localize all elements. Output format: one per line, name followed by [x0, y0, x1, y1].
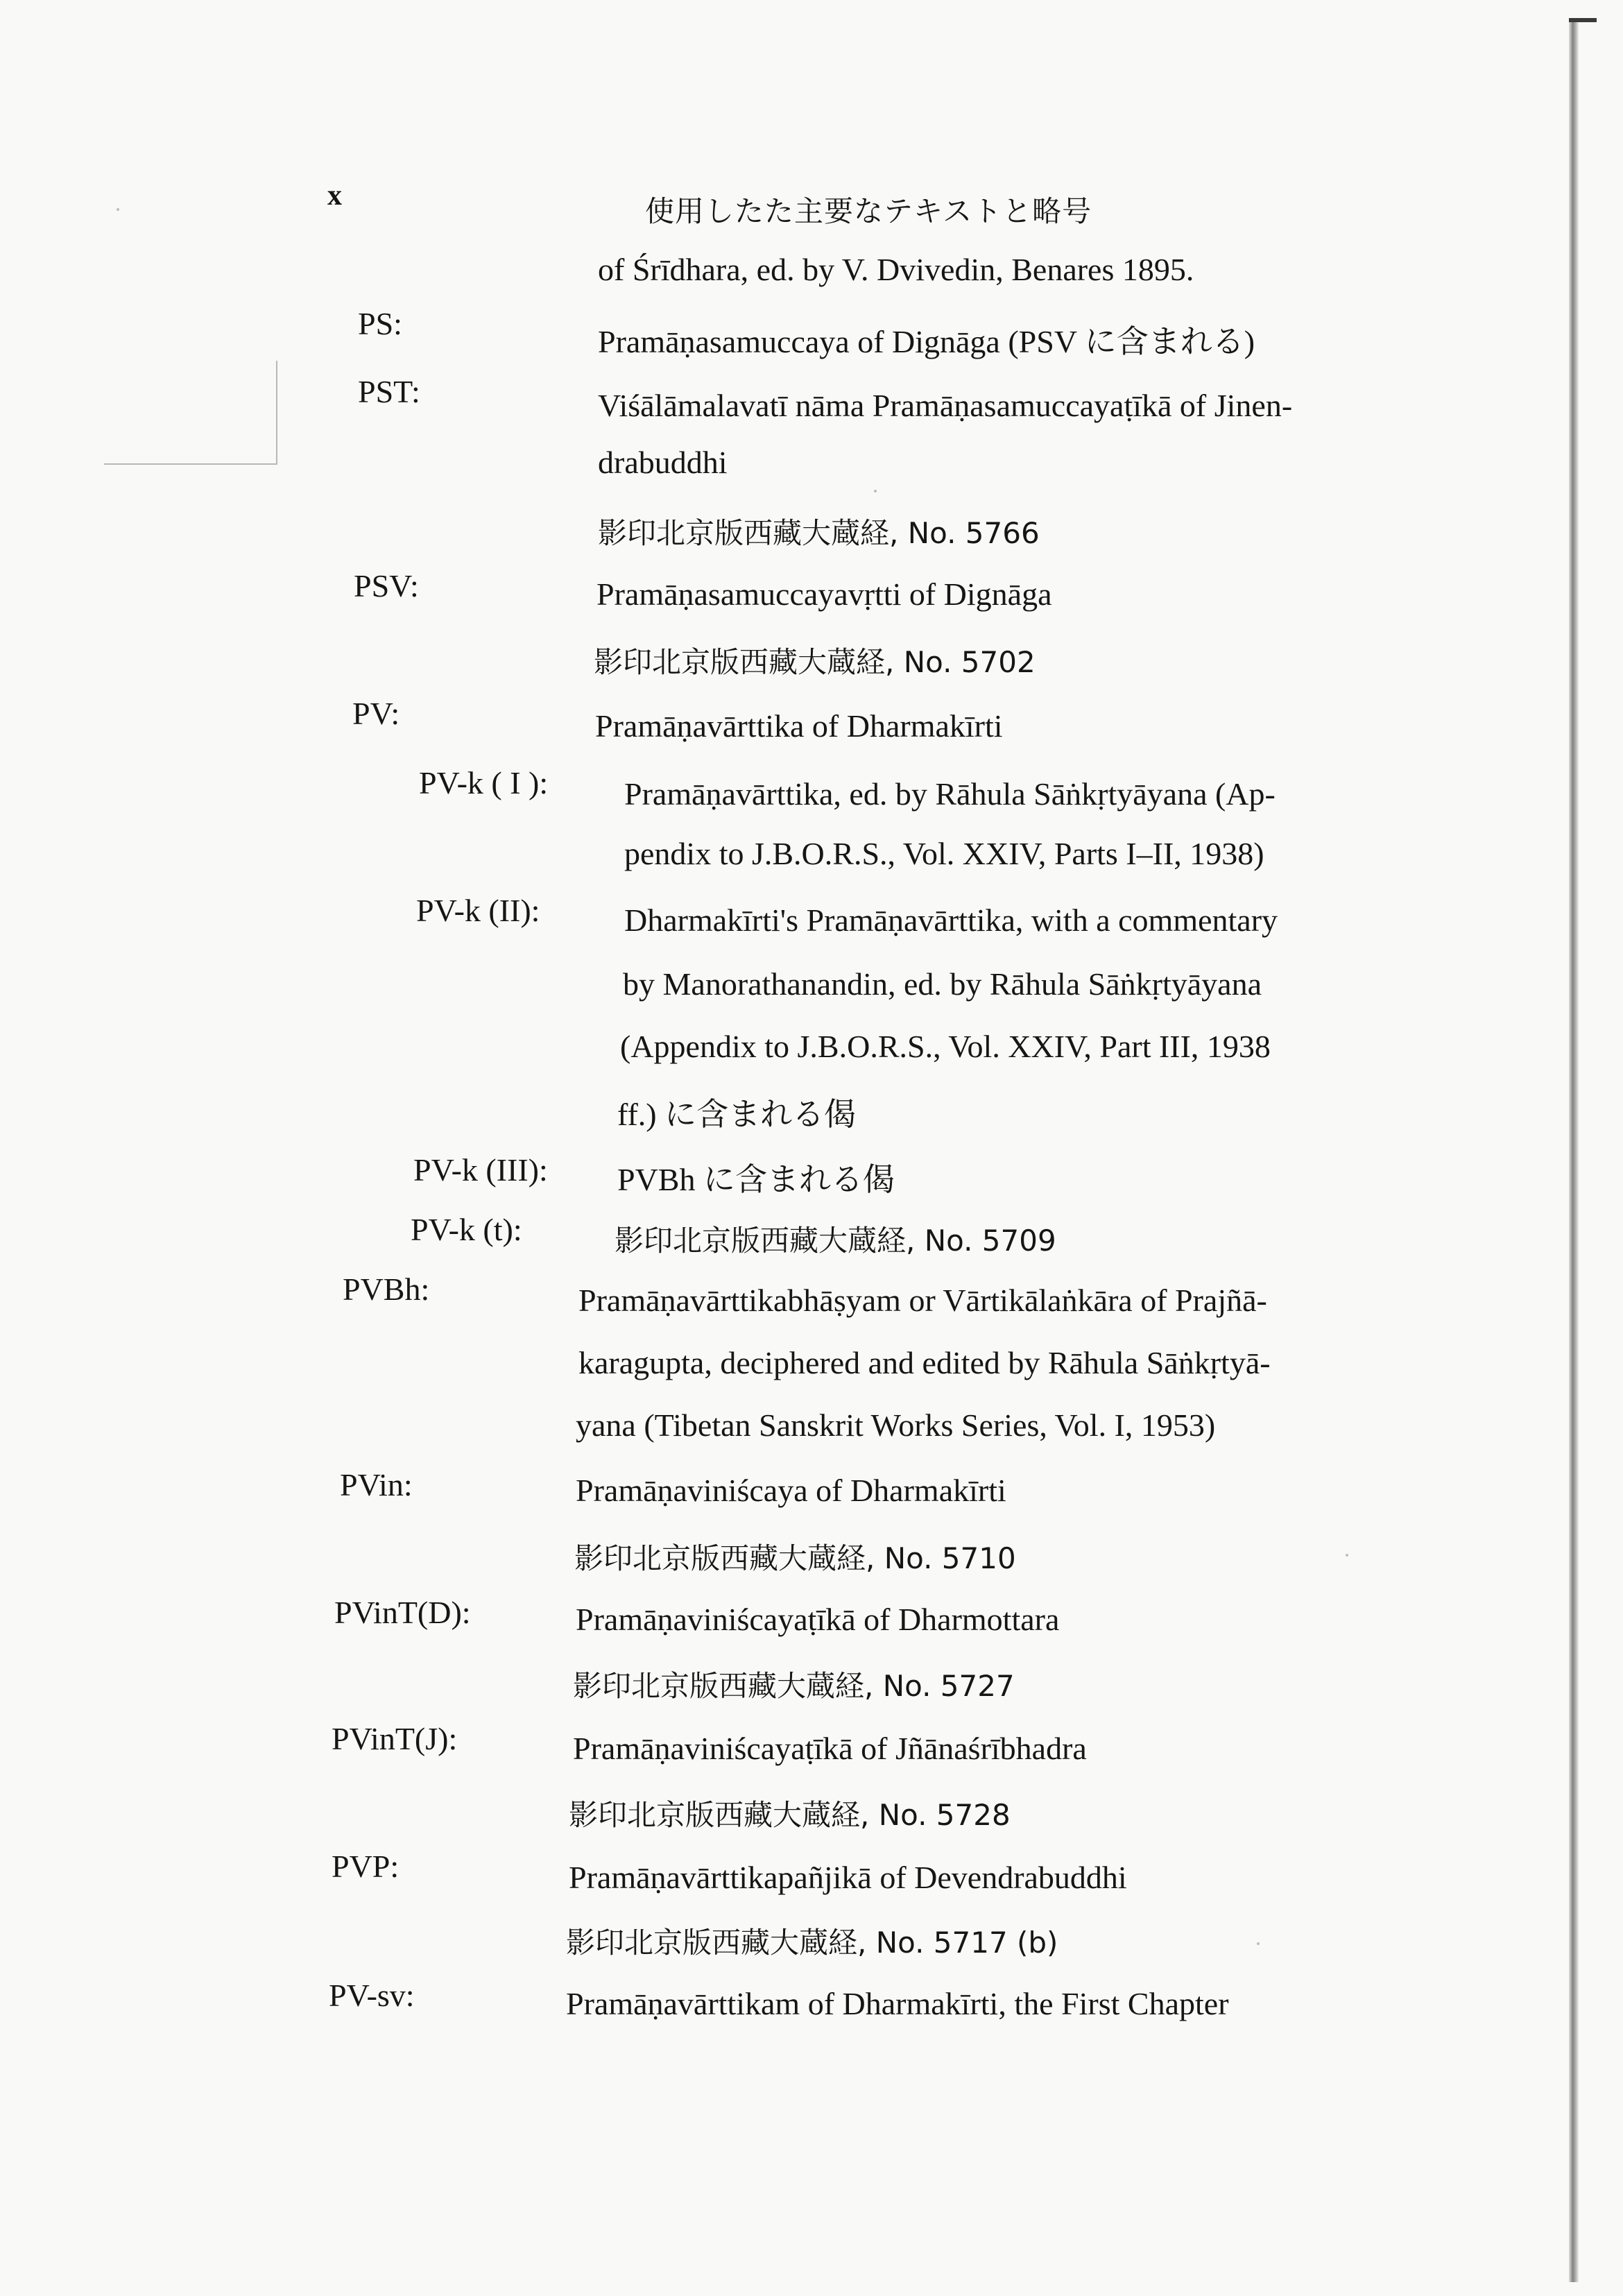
entry-text-line: 影印北京版西藏大蔵経, No. 5717 (b): [566, 1926, 1058, 1960]
entry-abbreviation: PV:: [352, 696, 400, 731]
scan-mark-horizontal: [104, 463, 277, 465]
entry-abbreviation: PSV:: [354, 568, 419, 603]
entry-abbreviation: PS:: [358, 306, 402, 341]
entry-text-line: by Manorathanandin, ed. by Rāhula Sāṅkṛtyāyana: [623, 966, 1262, 1002]
entry-text-line: pendix to J.B.O.R.S., Vol. XXIV, Parts I–II, 1938): [624, 836, 1264, 871]
entry-text-line: 影印北京版西藏大蔵経, No. 5709: [615, 1224, 1056, 1258]
entry-text-line: Pramāṇaviniścayaṭīkā of Dharmottara: [576, 1602, 1060, 1637]
page-number: x: [327, 180, 342, 212]
entry-text-line: (Appendix to J.B.O.R.S., Vol. XXIV, Part III, 1938: [620, 1029, 1271, 1064]
entry-text-line: Pramāṇasamuccayavṛtti of Dignāga: [596, 576, 1052, 612]
entry-text-line: ff.) に含まれる偈: [617, 1097, 857, 1132]
entry-text-line: 影印北京版西藏大蔵経, No. 5728: [569, 1798, 1011, 1832]
entry-text-line: Dharmakīrti's Pramāṇavārttika, with a commentary: [624, 902, 1278, 938]
scan-speck: [1257, 1942, 1260, 1945]
entry-text-line: 影印北京版西藏大蔵経, No. 5727: [573, 1669, 1015, 1703]
entry-text-line: of Śrīdhara, ed. by V. Dvivedin, Benares 1895.: [598, 252, 1194, 287]
entry-abbreviation: PVinT(J):: [332, 1721, 458, 1756]
entry-abbreviation: PV-k (t):: [411, 1212, 522, 1247]
scan-mark-vertical: [276, 361, 277, 465]
entry-abbreviation: PV-k ( I ):: [419, 765, 549, 800]
entry-abbreviation: PV-k (III):: [413, 1152, 548, 1188]
entry-abbreviation: PV-k (II):: [416, 893, 540, 928]
entry-text-line: Pramāṇavārttikabhāṣyam or Vārtikālaṅkāra of Prajñā-: [578, 1283, 1267, 1318]
scan-speck: [1346, 1554, 1348, 1557]
entry-abbreviation: PVP:: [332, 1849, 400, 1884]
running-title: 使用したた主要なテキストと略号: [645, 194, 1092, 228]
entry-text-line: PVBh に含まれる偈: [617, 1162, 895, 1197]
entry-text-line: Pramāṇaviniścaya of Dharmakīrti: [576, 1473, 1006, 1508]
page-binding-corner: [1569, 18, 1597, 22]
entry-abbreviation: PVBh:: [343, 1271, 430, 1307]
entry-text-line: Pramāṇaviniścayaṭīkā of Jñānaśrībhadra: [573, 1731, 1087, 1766]
entry-abbreviation: PST:: [358, 374, 420, 409]
entry-text-line: Pramāṇavārttikam of Dharmakīrti, the First Chapter: [566, 1986, 1229, 2021]
entry-text-line: Pramāṇavārttika of Dharmakīrti: [595, 708, 1003, 744]
entry-text-line: Pramāṇavārttikapañjikā of Devendrabuddhi: [569, 1860, 1127, 1895]
entry-text-line: Pramāṇasamuccaya of Dignāga (PSV に含まれる): [598, 324, 1255, 359]
entry-text-line: yana (Tibetan Sanskrit Works Series, Vol. I, 1953): [576, 1407, 1216, 1443]
scan-speck: [117, 208, 119, 211]
entry-text-line: Viśālāmalavatī nāma Pramāṇasamuccayaṭīkā of Jinen-: [598, 388, 1293, 423]
page-binding-edge: [1569, 21, 1579, 2282]
scan-speck: [874, 490, 877, 492]
entry-abbreviation: PV-sv:: [329, 1978, 415, 2013]
entry-text-line: drabuddhi: [598, 445, 728, 480]
entry-text-line: 影印北京版西藏大蔵経, No. 5710: [574, 1541, 1016, 1575]
entry-abbreviation: PVinT(D):: [334, 1595, 471, 1630]
entry-text-line: Pramāṇavārttika, ed. by Rāhula Sāṅkṛtyāyana (Ap-: [624, 776, 1276, 812]
entry-abbreviation: PVin:: [340, 1467, 413, 1502]
entry-text-line: 影印北京版西藏大蔵経, No. 5766: [598, 516, 1040, 550]
entry-text-line: karagupta, deciphered and edited by Rāhula Sāṅkṛtyā-: [578, 1345, 1271, 1380]
entry-text-line: 影印北京版西藏大蔵経, No. 5702: [594, 645, 1036, 679]
